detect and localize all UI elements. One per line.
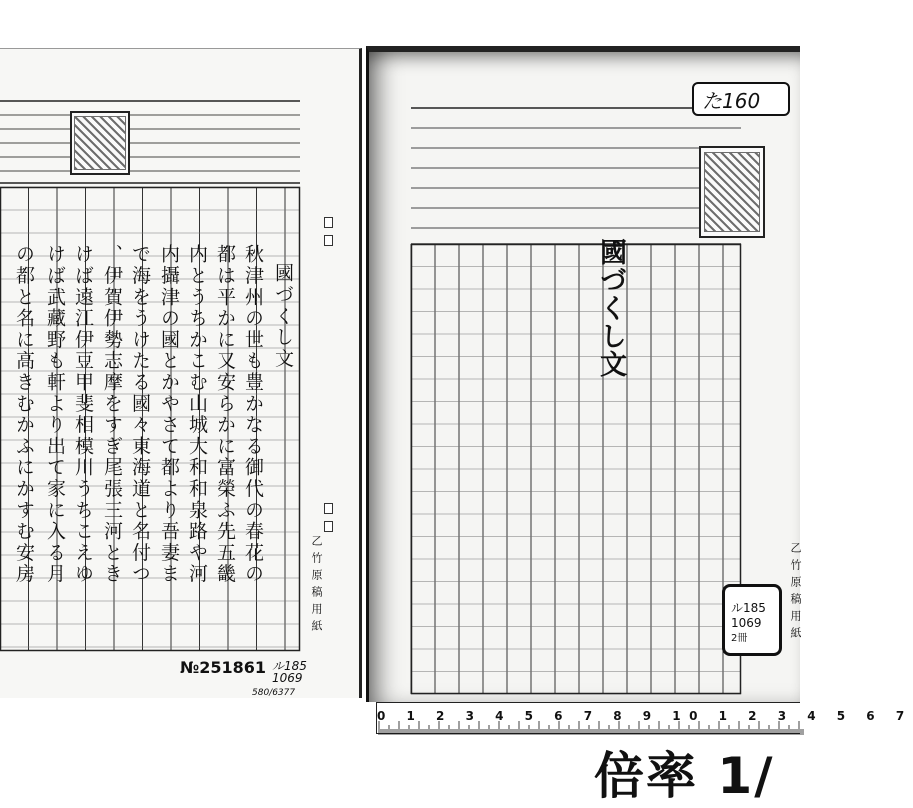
text-column: けば遠江伊豆甲斐相模川うちこえゆ [72,244,94,585]
paper-brand-label: 乙竹原稿用紙 [310,535,323,637]
call-number-label: た160 [692,82,790,116]
text-column-title: 國づくし文 [272,263,294,370]
text-column: 秋津州の世も豊かなる御代の春花の [242,244,264,585]
right-manuscript-grid [411,244,741,694]
handwritten-number: 580/6377 [252,688,296,698]
inventory-number: №251861 [180,658,267,677]
handwritten-shelf-note: ル185 1069 [272,659,307,685]
text-column: けば武藏野も軒より出て家に入る月 [44,244,66,585]
left-manuscript-page [0,48,362,698]
shelf-line-1: ル185 [731,601,766,615]
text-column: の都と名に高きむかふにかすむ安房 [13,244,35,585]
right-header-rules [411,106,741,246]
text-column: で海をうけたる國々東海道と名付つ [129,244,151,585]
measurement-ruler [376,702,913,734]
text-column: 都は平かに又安らかに富榮ふ先五畿 [214,244,236,585]
left-header-rules [0,99,300,184]
paper-brand-label: 乙竹原稿用紙 [789,542,802,644]
margin-mark [324,217,333,228]
margin-mark [324,503,333,514]
shelf-number-label [722,584,782,656]
text-column: 、伊賀伊勢志摩をすぎ尾張三河とき [101,244,123,585]
text-column: 内とうちかこむ山城大和和泉路や河 [186,244,208,585]
shelf-line-2: 1069 [731,616,762,630]
shelf-line-3: 2冊 [731,633,748,644]
library-seal-stamp [70,111,130,175]
margin-mark [324,521,333,532]
ruler-numbers: 0 1 2 3 4 5 6 7 8 9 10 1 2 3 4 5 6 7 [377,709,913,723]
document-title: 國づくし文 [595,238,626,378]
magnification-label: 倍率 1/ [594,747,775,805]
margin-mark [324,235,333,246]
collector-seal-stamp [699,146,765,238]
text-column: 内攝津の國とかやさて都より吾妻ま [158,244,180,585]
